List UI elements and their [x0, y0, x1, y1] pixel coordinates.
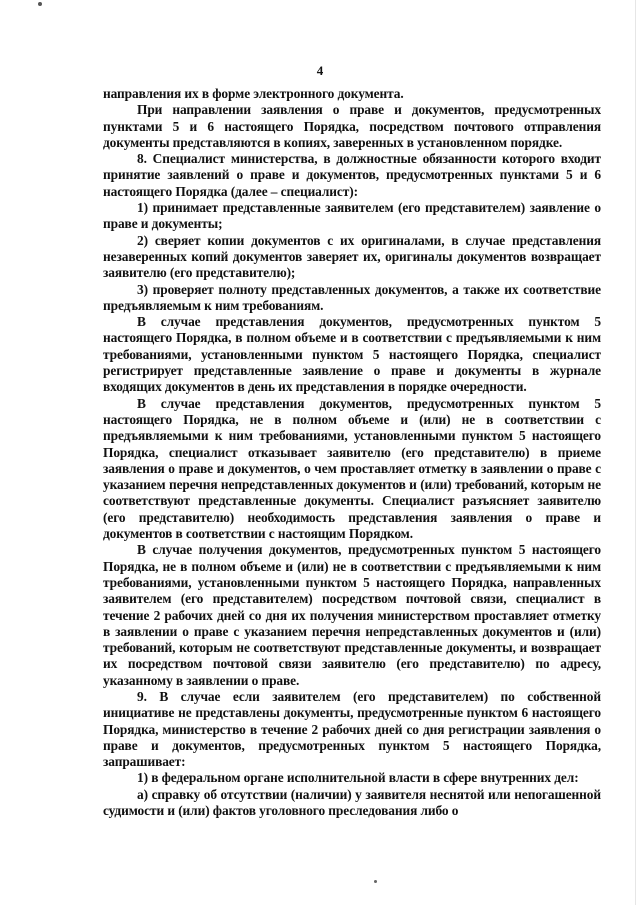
list-item: 1) принимает представленные заявителем (его представителем) заявление о праве и документы;	[103, 200, 601, 232]
paragraph: В случае представления документов, предусмотренных пунктом 5 настоящего Порядка, не в полном объеме и (или) не в соответствии с предъявляемыми к ним требованиями, установленными пунктом 5 настоящего Порядка, специалист отказывает заявителю (его представителю) в приеме заявления о праве и документов, о чем проставляет отметку в заявлении о праве с указанием перечня непредставленных документов и (или) требований, которым не соответствуют представленные документы. Специалист разъясняет заявителю (его представителю) необходимость представления заявления о праве и документов в соответствии с настоящим Порядком.	[103, 395, 601, 542]
paragraph: 9. В случае если заявителем (его представителем) по собственной инициативе не представлены документы, предусмотренные пунктом 6 настоящего Порядка, министерство в течение 2 рабочих дней со дня регистрации заявления о праве и документов, предусмотренных пунктом 5 настоящего Порядка, запрашивает:	[103, 688, 601, 770]
document-body	[103, 86, 601, 819]
paragraph: В случае представления документов, предусмотренных пунктом 5 настоящего Порядка, в полном объеме и в соответствии с предъявляемыми к ним требованиями, установленными пунктом 5 настоящего Порядка, специалист регистрирует представленные заявление о праве и документы в журнале входящих документов в день их представления в порядке очередности.	[103, 314, 601, 395]
scan-speck	[38, 2, 42, 6]
paragraph: 8. Специалист министерства, в должностные обязанности которого входит принятие заявлений о праве и документов, предусмотренных пунктами 5 и 6 настоящего Порядка (далее – специалист):	[103, 151, 601, 199]
list-item: а) справку об отсутствии (наличии) у заявителя неснятой или непогашенной судимости и (или) фактов уголовного преследования либо о	[103, 786, 601, 819]
paragraph: При направлении заявления о праве и документов, предусмотренных пунктами 5 и 6 настоящего Порядка, посредством почтового отправления документы представляются в копиях, заверенных в установленном порядке.	[103, 102, 601, 150]
paragraph: В случае получения документов, предусмотренных пунктом 5 настоящего Порядка, не в полном объеме и (или) не в соответствии с предъявляемыми к ним требованиями, установленными пунктом 5 настоящего Порядка, направленных заявителем (его представителем) посредством почтовой связи, специалист в течение 2 рабочих дней со дня их получения министерством проставляет отметку в заявлении о праве с указанием перечня непредставленных документов и (или) требований, которым не соответствуют представленные документы, и возвращает их посредством почтовой связи заявителю (его представителю) по адресу, указанному в заявлении о праве.	[103, 542, 601, 688]
scan-speck	[374, 880, 377, 883]
list-item: 2) сверяет копии документов с их оригиналами, в случае представления незаверенных копий документов заверяет их, оригиналы документов возвращает заявителю (его представителю);	[103, 232, 601, 281]
scan-edge	[635, 0, 636, 905]
page-number: 4	[316, 63, 324, 78]
list-item: 3) проверяет полноту представленных документов, а также их соответствие предъявляемым к ним требованиям.	[103, 281, 601, 313]
paragraph: направления их в форме электронного документа.	[103, 86, 404, 101]
list-item: 1) в федеральном органе исполнительной власти в сфере внутренних дел:	[137, 770, 579, 786]
